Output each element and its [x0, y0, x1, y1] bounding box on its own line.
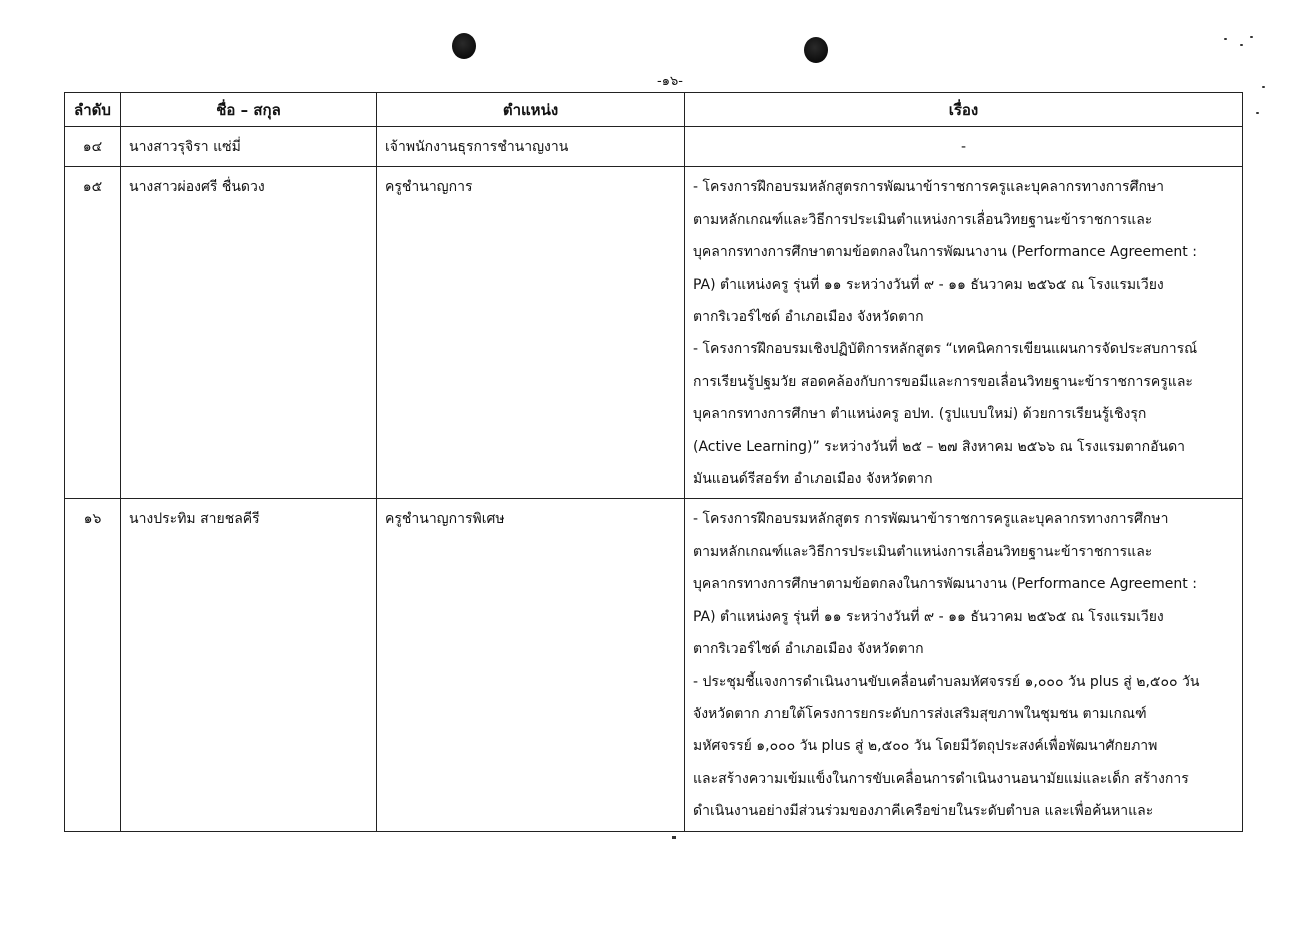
page-number: -๑๖-	[657, 74, 683, 89]
topic-line: มหัศจรรย์ ๑,๐๐๐ วัน plus สู่ ๒,๕๐๐ วัน โดยมีวัตถุประสงค์เพื่อพัฒนาศักยภาพ	[693, 738, 1158, 755]
scan-speck	[1262, 86, 1265, 88]
row-position: ครูชำนาญการ	[377, 167, 685, 499]
topic-line: การเรียนรู้ปฐมวัย สอดคล้องกับการขอมีและการขอเลื่อนวิทยฐานะข้าราชการครูและ	[693, 373, 1193, 390]
topic-line: - โครงการฝึกอบรมเชิงปฏิบัติการหลักสูตร “เทคนิคการเขียนแผนการจัดประสบการณ์	[693, 341, 1198, 358]
row-number: ๑๕	[65, 167, 121, 499]
row-topic	[685, 499, 1243, 831]
scan-speck	[1240, 44, 1243, 46]
header-order: ลำดับ	[65, 93, 121, 127]
topic-line: - ประชุมชี้แจงการดำเนินงานขับเคลื่อนตำบลมหัศจรรย์ ๑,๐๐๐ วัน plus สู่ ๒,๕๐๐ วัน	[693, 673, 1200, 690]
scan-speck	[1256, 112, 1259, 114]
row-number: ๑๖	[65, 499, 121, 831]
row-topic	[685, 167, 1243, 499]
row-number: ๑๔	[65, 127, 121, 167]
topic-line: บุคลากรทางการศึกษาตามข้อตกลงในการพัฒนางาน (Performance Agreement :	[693, 244, 1197, 261]
topic-line: จังหวัดตาก ภายใต้โครงการยกระดับการส่งเสริมสุขภาพในชุมชน ตามเกณฑ์	[693, 705, 1147, 722]
topic-line: ดำเนินงานอย่างมีส่วนร่วมของภาคีเครือข่ายในระดับตำบล และเพื่อค้นหาและ	[693, 803, 1154, 820]
table-row	[65, 127, 1243, 167]
topic-line: -	[960, 139, 967, 155]
topic-line: PA) ตำแหน่งครู รุ่นที่ ๑๑ ระหว่างวันที่ ๙ - ๑๑ ธันวาคม ๒๕๖๕ ณ โรงแรมเวียง	[693, 276, 1164, 293]
table-row	[65, 167, 1243, 499]
punch-hole-left	[452, 33, 476, 59]
row-position: ครูชำนาญการพิเศษ	[377, 499, 685, 831]
topic-line: ตากริเวอร์ไซด์ อำเภอเมือง จังหวัดตาก	[693, 641, 924, 658]
topic-line: - โครงการฝึกอบรมหลักสูตรการพัฒนาข้าราชการครูและบุคลากรทางการศึกษา	[693, 179, 1165, 196]
table-header-row	[65, 93, 1243, 127]
table-row	[65, 499, 1243, 831]
row-position: เจ้าพนักงานธุรการชำนาญงาน	[377, 127, 685, 167]
scan-speck	[1250, 36, 1253, 38]
row-topic	[685, 127, 1243, 167]
topic-line: บุคลากรทางการศึกษาตามข้อตกลงในการพัฒนางาน (Performance Agreement :	[693, 576, 1197, 593]
topic-line: บุคลากรทางการศึกษา ตำแหน่งครู อปท. (รูปแบบใหม่) ด้วยการเรียนรู้เชิงรุก	[693, 406, 1147, 423]
topic-line: มันแอนด์รีสอร์ท อำเภอเมือง จังหวัดตาก	[693, 471, 933, 488]
topic-line: (Active Learning)” ระหว่างวันที่ ๒๕ – ๒๗ สิงหาคม ๒๕๖๖ ณ โรงแรมตากอันดา	[693, 438, 1186, 455]
row-name: นางประทิม สายชลคีรี	[121, 499, 377, 831]
row-name: นางสาวผ่องศรี ชื่นดวง	[121, 167, 377, 499]
header-name: ชื่อ – สกุล	[121, 93, 377, 127]
topic-line: ตามหลักเกณฑ์และวิธีการประเมินตำแหน่งการเลื่อนวิทยฐานะข้าราชการและ	[693, 543, 1153, 560]
scan-speck	[1224, 38, 1227, 40]
header-position: ตำแหน่ง	[377, 93, 685, 127]
punch-hole-right	[804, 37, 828, 63]
record-table	[64, 92, 1243, 832]
scan-speck	[672, 836, 676, 839]
topic-line: - โครงการฝึกอบรมหลักสูตร การพัฒนาข้าราชการครูและบุคลากรทางการศึกษา	[693, 511, 1169, 528]
topic-line: ตากริเวอร์ไซด์ อำเภอเมือง จังหวัดตาก	[693, 309, 924, 326]
header-topic: เรื่อง	[685, 93, 1243, 127]
row-name: นางสาวรุจิรา แซ่มี่	[121, 127, 377, 167]
topic-line: PA) ตำแหน่งครู รุ่นที่ ๑๑ ระหว่างวันที่ ๙ - ๑๑ ธันวาคม ๒๕๖๕ ณ โรงแรมเวียง	[693, 608, 1164, 625]
topic-line: และสร้างความเข้มแข็งในการขับเคลื่อนการดำเนินงานอนามัยแม่และเด็ก สร้างการ	[693, 770, 1189, 787]
topic-line: ตามหลักเกณฑ์และวิธีการประเมินตำแหน่งการเลื่อนวิทยฐานะข้าราชการและ	[693, 211, 1153, 228]
